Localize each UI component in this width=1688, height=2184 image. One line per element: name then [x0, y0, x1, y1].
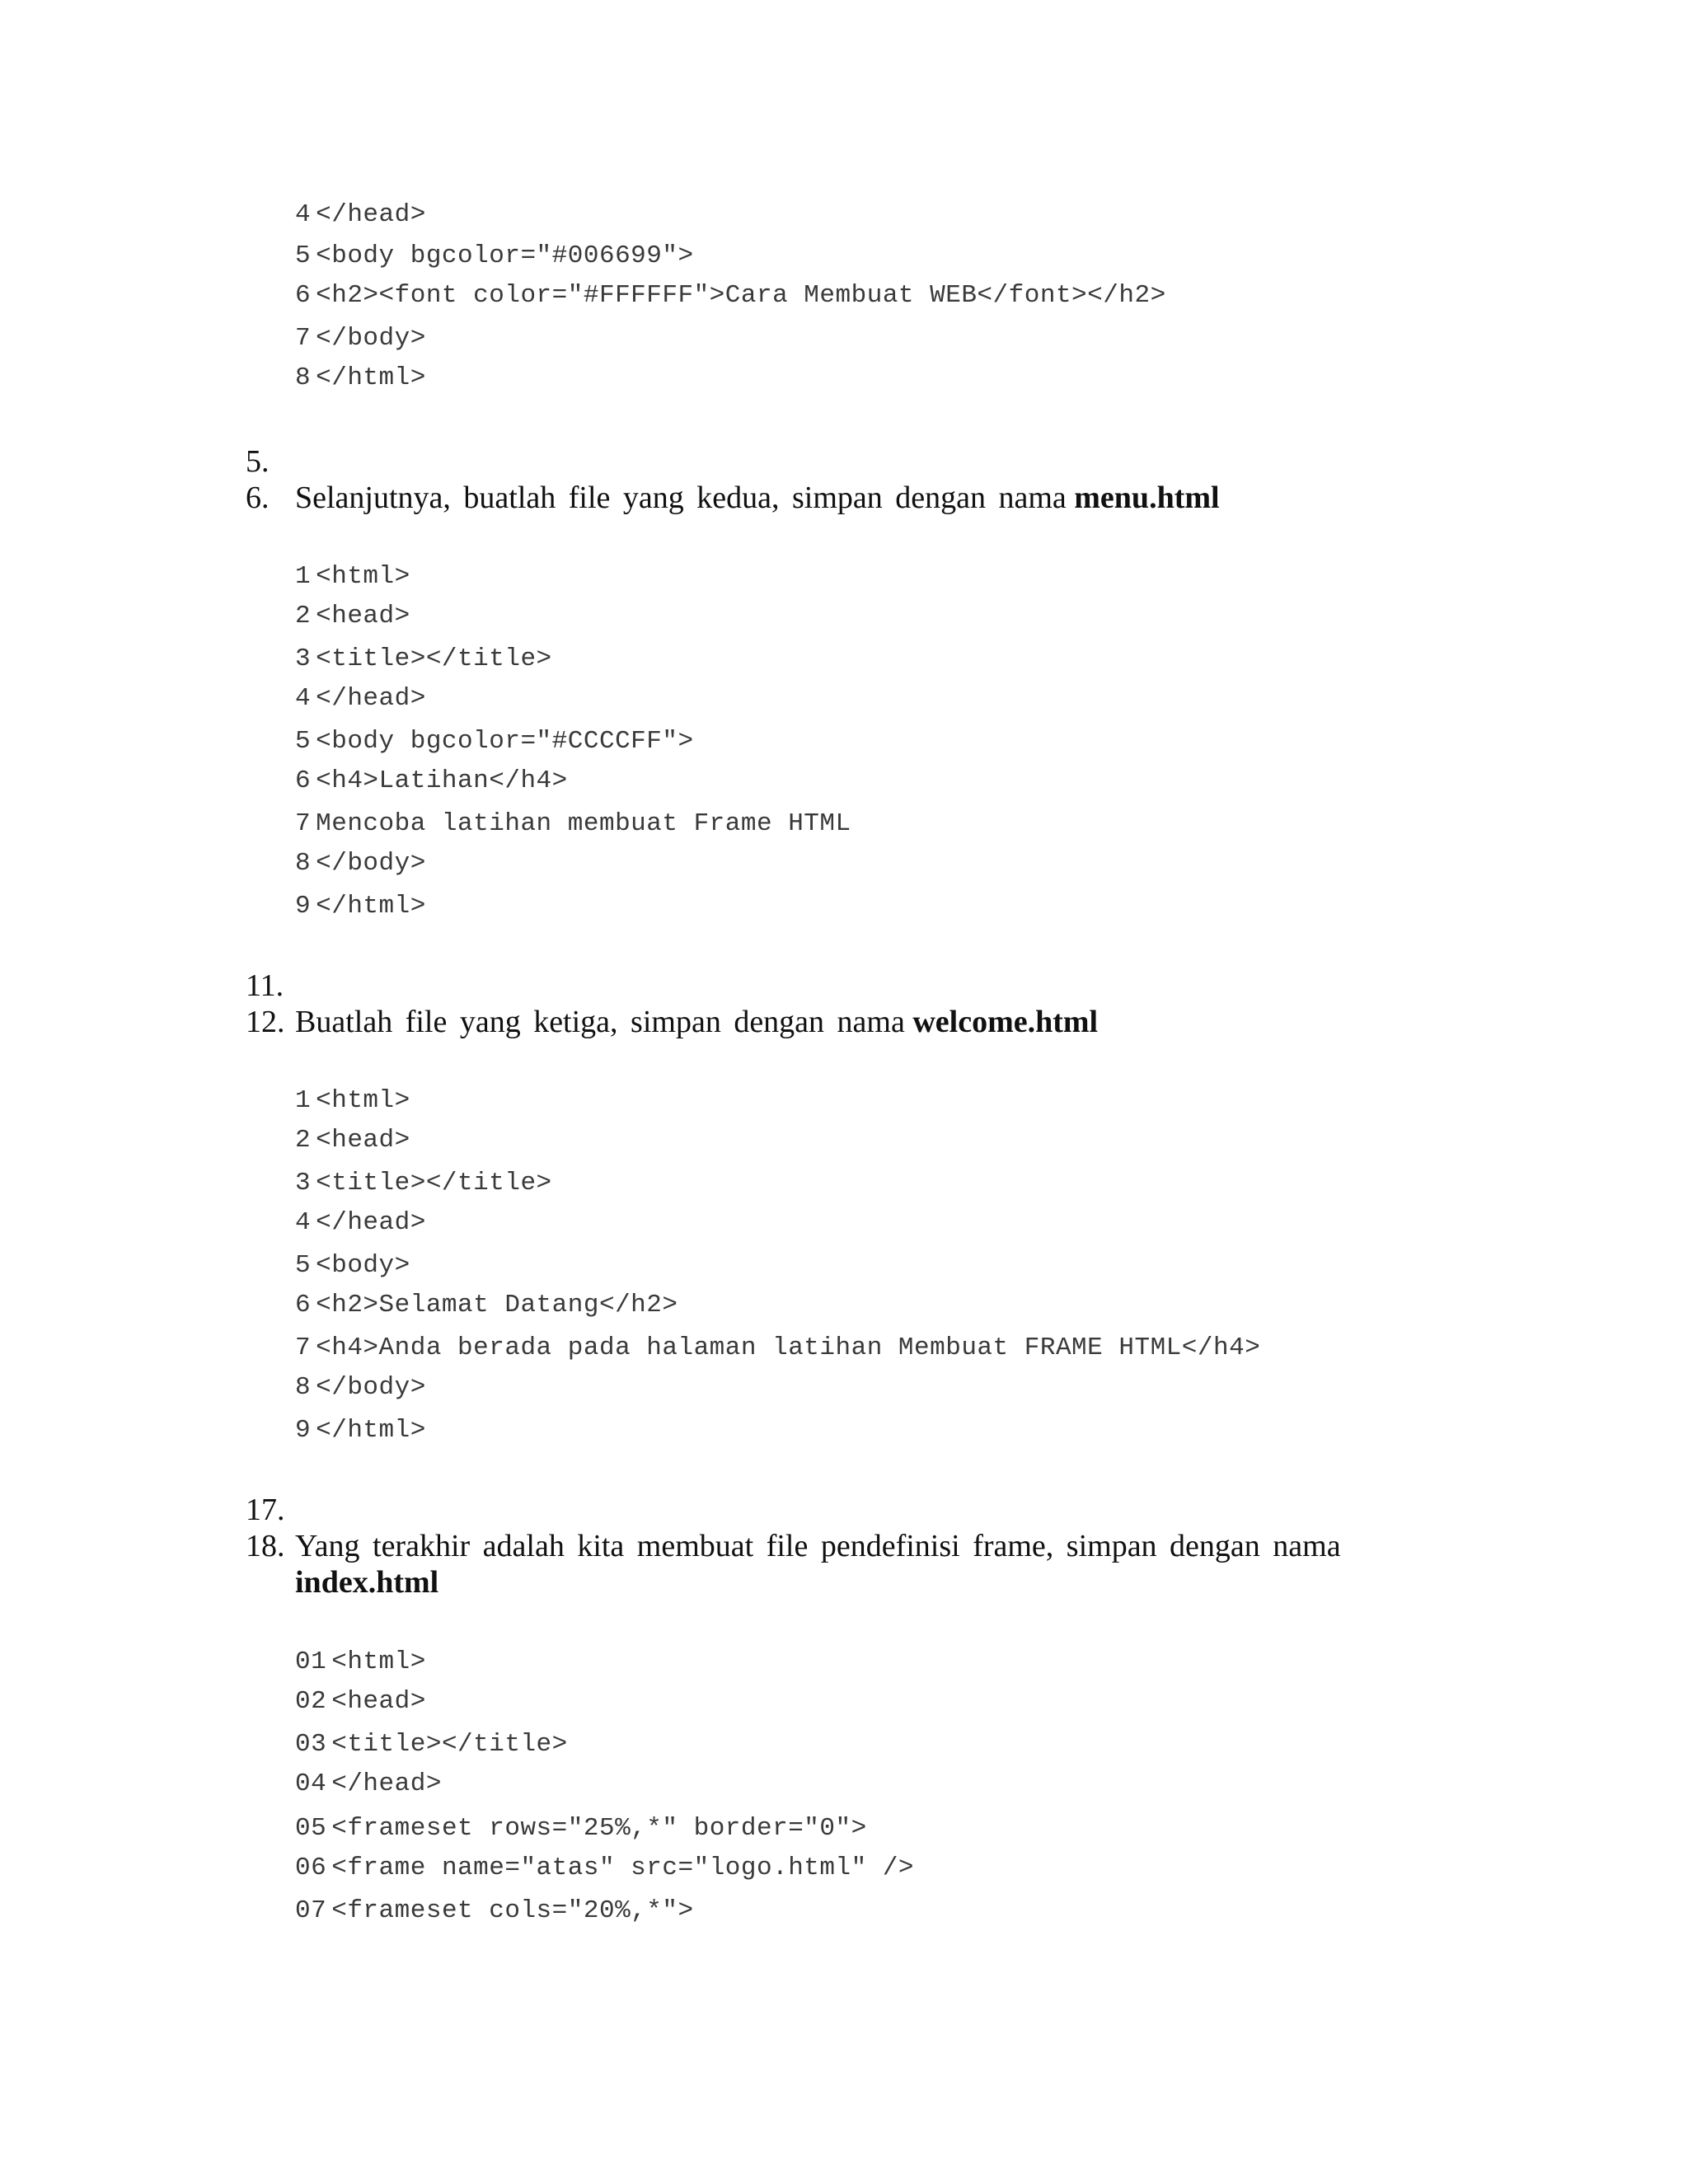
step-6: 6. Selanjutnya, buatlah file yang kedua, simpan dengan nama menu.html	[246, 480, 1220, 515]
code-line	[295, 1120, 1260, 1163]
code-text: </html>	[316, 1416, 426, 1445]
line-number: 7	[295, 809, 312, 838]
line-number: 03	[295, 1730, 327, 1759]
line-number: 8	[295, 849, 312, 878]
line-number: 7	[295, 1333, 312, 1362]
code-text: <title></title>	[316, 644, 552, 673]
line-number: 4	[295, 684, 312, 713]
code-text: <head>	[316, 1126, 410, 1155]
code-line	[295, 1367, 1260, 1410]
code-text: </html>	[316, 892, 426, 921]
code-text: <body bgcolor="#CCCCFF">	[316, 727, 694, 756]
file-name: menu.html	[1074, 480, 1220, 515]
code-text: </body>	[316, 324, 426, 353]
code-line	[295, 1410, 1260, 1451]
code-text: <body>	[316, 1251, 410, 1280]
code-text: <frameset cols="20%,*">	[331, 1896, 694, 1925]
code-line	[295, 639, 851, 678]
code-line	[295, 1285, 1260, 1328]
line-number: 2	[295, 602, 312, 630]
line-number: 1	[295, 562, 312, 591]
line-number: 9	[295, 892, 312, 921]
code-text: <frame name="atas" src="logo.html" />	[331, 1854, 915, 1882]
code-text: <html>	[316, 562, 410, 591]
line-number: 01	[295, 1647, 327, 1676]
step-text: Selanjutnya, buatlah file yang kedua, simpan dengan nama	[295, 480, 1067, 515]
code-block-3	[295, 1080, 1260, 1451]
code-block-4	[295, 1642, 914, 1932]
code-text: Mencoba latihan membuat Frame HTML	[316, 809, 851, 838]
line-number: 05	[295, 1814, 327, 1843]
code-text: <h2><font color="#FFFFFF">Cara Membuat WEB</font></h2>	[316, 281, 1166, 310]
code-line	[295, 236, 1166, 275]
code-text: </body>	[316, 1373, 426, 1402]
step-11: 11.	[246, 968, 284, 1003]
code-line	[295, 886, 851, 927]
code-text: </body>	[316, 849, 426, 878]
line-number: 9	[295, 1416, 312, 1445]
step-18: 18. Yang terakhir adalah kita membuat file pendefinisi frame, simpan dengan nama index.html	[246, 1528, 1350, 1601]
code-line	[295, 1681, 914, 1724]
step-5: 5.	[246, 444, 270, 479]
code-text: <html>	[331, 1647, 426, 1676]
code-line	[295, 843, 851, 886]
step-17: 17.	[246, 1493, 285, 1527]
line-number: 4	[295, 200, 312, 229]
code-line	[295, 194, 1166, 236]
line-number: 5	[295, 241, 312, 270]
code-text: <h2>Selamat Datang</h2>	[316, 1291, 678, 1319]
line-number: 4	[295, 1208, 312, 1237]
code-text: </head>	[331, 1769, 442, 1798]
step-text: Yang terakhir adalah kita membuat file pendefinisi frame, simpan dengan nama	[295, 1529, 1341, 1563]
code-text: <title></title>	[331, 1730, 568, 1759]
code-line	[295, 804, 851, 843]
code-text: <body bgcolor="#006699">	[316, 241, 694, 270]
line-number: 7	[295, 324, 312, 353]
line-number: 04	[295, 1769, 327, 1798]
code-line	[295, 761, 851, 804]
code-line	[295, 1764, 914, 1808]
line-number: 5	[295, 1251, 312, 1280]
code-text: <head>	[316, 602, 410, 630]
line-number: 3	[295, 644, 312, 673]
code-line	[295, 1848, 914, 1891]
code-line	[295, 1724, 914, 1764]
line-number: 2	[295, 1126, 312, 1155]
file-name: index.html	[295, 1565, 439, 1600]
code-line	[295, 556, 851, 596]
code-text: </head>	[316, 200, 426, 229]
code-line	[295, 1891, 914, 1932]
file-name: welcome.html	[912, 1005, 1099, 1039]
line-number: 6	[295, 1291, 312, 1319]
line-number: 1	[295, 1086, 312, 1115]
line-number: 3	[295, 1169, 312, 1197]
code-line	[295, 1202, 1260, 1245]
line-number: 02	[295, 1687, 327, 1716]
code-line	[295, 1245, 1260, 1285]
code-text: </head>	[316, 1208, 426, 1237]
code-block-1	[295, 194, 1166, 399]
code-text: <title></title>	[316, 1169, 552, 1197]
line-number: 6	[295, 281, 312, 310]
code-text: <h4>Latihan</h4>	[316, 766, 568, 795]
code-text: <h4>Anda berada pada halaman latihan Membuat FRAME HTML</h4>	[316, 1333, 1261, 1362]
code-line	[295, 1328, 1260, 1367]
code-line	[295, 678, 851, 721]
line-number: 6	[295, 766, 312, 795]
code-line	[295, 1080, 1260, 1120]
line-number: 07	[295, 1896, 327, 1925]
line-number: 5	[295, 727, 312, 756]
code-line	[295, 721, 851, 761]
line-number: 8	[295, 1373, 312, 1402]
code-line	[295, 596, 851, 639]
code-line	[295, 358, 1166, 399]
line-number: 8	[295, 363, 312, 392]
step-text: Buatlah file yang ketiga, simpan dengan nama	[295, 1005, 905, 1039]
code-line	[295, 1163, 1260, 1202]
code-line	[295, 275, 1166, 318]
code-line	[295, 1642, 914, 1681]
code-text: <html>	[316, 1086, 410, 1115]
code-text: <head>	[331, 1687, 426, 1716]
code-line	[295, 1808, 914, 1848]
code-block-2	[295, 556, 851, 927]
code-text: </head>	[316, 684, 426, 713]
code-line	[295, 318, 1166, 358]
step-12: 12. Buatlah file yang ketiga, simpan dengan nama welcome.html	[246, 1005, 1099, 1039]
code-text: <frameset rows="25%,*" border="0">	[331, 1814, 867, 1843]
code-text: </html>	[316, 363, 426, 392]
line-number: 06	[295, 1854, 327, 1882]
